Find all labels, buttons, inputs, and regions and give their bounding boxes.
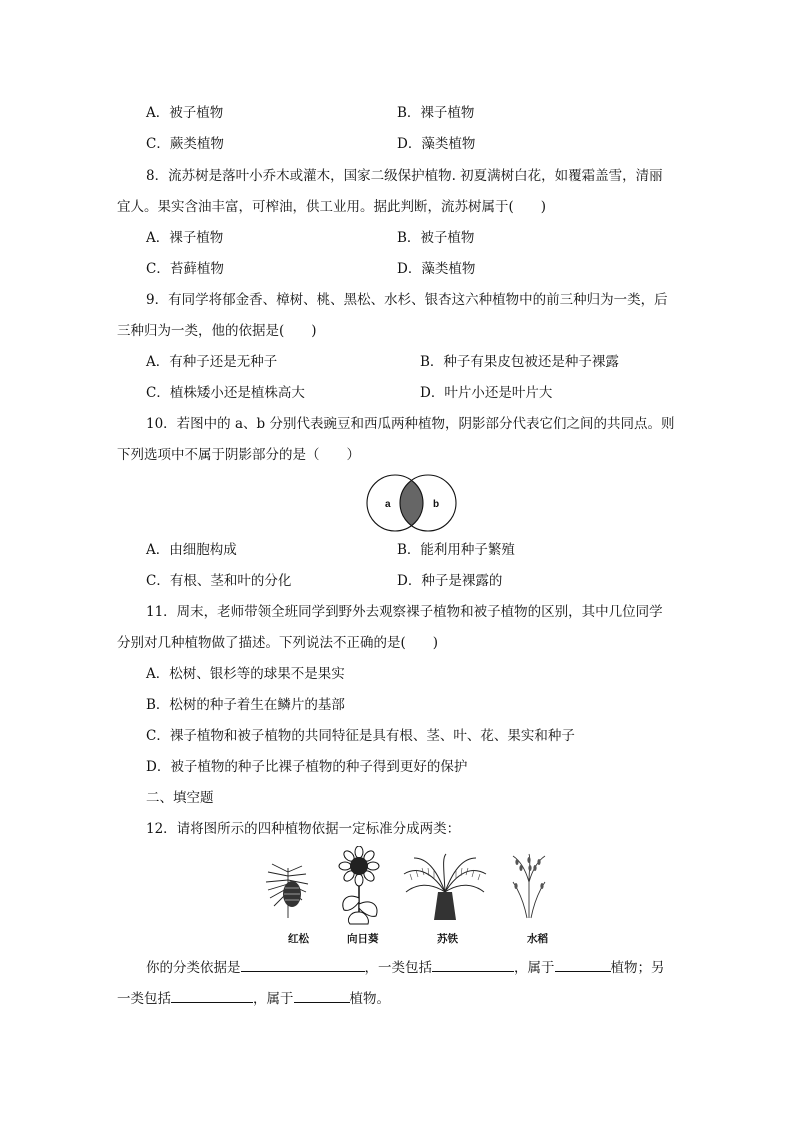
q10-option-b: B．能利用种子繁殖 xyxy=(397,542,515,558)
q8-stem-line2: 宜人。果实含油丰富，可榨油，供工业用。据此判断，流苏树属于( ) xyxy=(117,199,547,215)
plant-caption-rice: 水稻 xyxy=(527,933,548,945)
fill-text-basis: 你的分类依据是 xyxy=(146,960,241,976)
q11-option-a: A．松树、银杉等的球果不是果实 xyxy=(146,666,345,682)
cycad-illustration xyxy=(402,852,488,922)
plant-caption-sunflower: 向日葵 xyxy=(347,933,379,945)
fill-text-belongs2: ，属于 xyxy=(253,991,294,1007)
section-title: 二、填空题 xyxy=(146,790,214,806)
q8-option-a: A．裸子植物 xyxy=(146,230,224,246)
q8-option-d: D．藻类植物 xyxy=(397,261,476,277)
q9-option-c: C．植株矮小还是植株高大 xyxy=(146,385,305,401)
q12-stem-line1: 12．请将图所示的四种植物依据一定标准分成两类： xyxy=(146,821,461,837)
fill-text-plant-other: 植物；另 xyxy=(610,960,665,976)
q7-option-c: C．蕨类植物 xyxy=(146,136,224,152)
q12-fill-line1 xyxy=(146,957,665,978)
q10-option-c: C．有根、茎和叶的分化 xyxy=(146,573,292,589)
red-pine-illustration xyxy=(262,858,314,920)
q11-option-b: B．松树的种子着生在鳞片的基部 xyxy=(146,697,345,713)
fill-text-belongs1: ，属于 xyxy=(514,960,555,976)
plant-caption-cycad: 苏铁 xyxy=(437,933,458,945)
q10-stem-line2: 下列选项中不属于阴影部分的是（ ） xyxy=(117,447,360,463)
q7-option-a: A．被子植物 xyxy=(146,105,224,121)
q9-option-b: B．种子有果皮包被还是种子裸露 xyxy=(420,354,619,370)
blank-basis[interactable] xyxy=(241,957,365,972)
q9-stem-line2: 三种归为一类，他的依据是( ) xyxy=(117,323,317,339)
blank-group2-type[interactable] xyxy=(294,988,350,1003)
plant-caption-red-pine: 红松 xyxy=(288,933,309,945)
q11-option-c: C．裸子植物和被子植物的共同特征是具有根、茎、叶、花、果实和种子 xyxy=(146,728,575,744)
fill-text-group2: 一类包括 xyxy=(117,991,171,1007)
q12-fill-line2 xyxy=(117,988,390,1009)
q7-option-d: D．藻类植物 xyxy=(397,136,476,152)
q11-option-d: D．被子植物的种子比裸子植物的种子得到更好的保护 xyxy=(146,759,468,775)
q9-stem-line1: 9．有同学将郁金香、樟树、桃、黑松、水杉、银杏这六种植物中的前三种归为一类，后 xyxy=(146,292,668,308)
blank-group1-members[interactable] xyxy=(432,957,514,972)
venn-label-a: a xyxy=(385,499,391,510)
fill-text-group1: ，一类包括 xyxy=(364,960,432,976)
q9-option-d: D．叶片小还是叶片大 xyxy=(420,385,553,401)
q8-stem-line1: 8．流苏树是落叶小乔木或灌木，国家二级保护植物. 初夏满树白花，如覆霜盖雪，清丽 xyxy=(146,168,663,184)
q10-option-d: D．种子是裸露的 xyxy=(397,573,503,589)
fill-text-plant-end: 植物。 xyxy=(349,991,390,1007)
blank-group1-type[interactable] xyxy=(555,957,611,972)
q9-option-a: A．有种子还是无种子 xyxy=(146,354,278,370)
q7-option-b: B．裸子植物 xyxy=(397,105,475,121)
q11-stem-line2: 分别对几种植物做了描述。下列说法不正确的是( ) xyxy=(117,635,439,651)
q8-option-b: B．被子植物 xyxy=(397,230,475,246)
venn-label-b: b xyxy=(433,499,440,510)
q10-stem-line1: 10．若图中的 a、b 分别代表豌豆和西瓜两种植物，阴影部分代表它们之间的共同点。则 xyxy=(146,416,675,432)
rice-illustration xyxy=(507,852,551,920)
q11-stem-line1: 11．周末，老师带领全班同学到野外去观察裸子植物和被子植物的区别，其中几位同学 xyxy=(146,604,663,620)
q8-option-c: C．苔藓植物 xyxy=(146,261,224,277)
q10-option-a: A．由细胞构成 xyxy=(146,542,237,558)
venn-diagram xyxy=(364,473,460,533)
sunflower-illustration xyxy=(334,846,384,926)
blank-group2-members[interactable] xyxy=(171,988,253,1003)
